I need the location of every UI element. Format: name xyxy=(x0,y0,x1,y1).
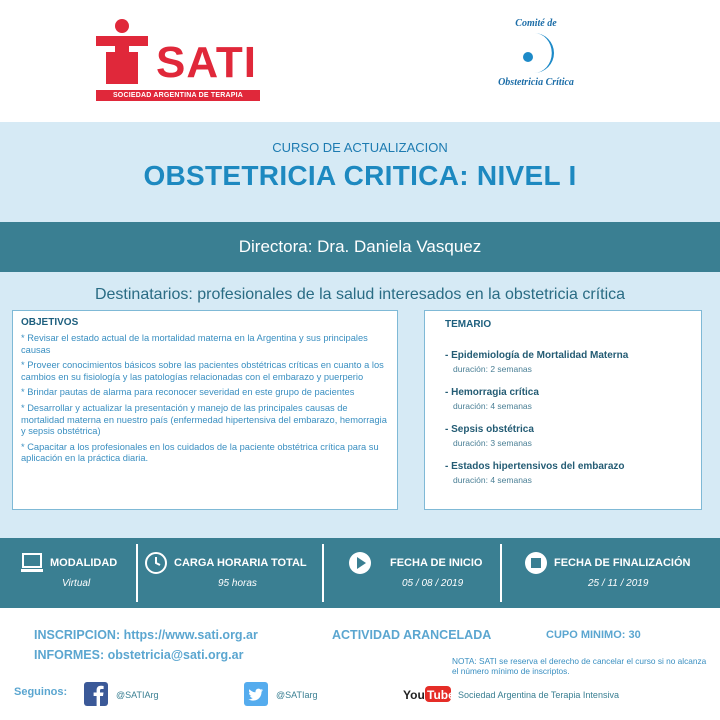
objetivo-item: * Revisar el estado actual de la mortalidad materna en la Argentina y sus principales causas xyxy=(21,333,368,355)
temario-item xyxy=(445,461,681,485)
info-divider xyxy=(322,544,324,602)
informes-link[interactable]: INFORMES: obstetricia@sati.org.ar xyxy=(34,648,244,662)
title-band xyxy=(0,122,720,222)
temario-item-name: - Estados hipertensivos del embarazo xyxy=(445,461,625,472)
inicio-value: 05 / 08 / 2019 xyxy=(402,578,464,589)
header xyxy=(0,0,720,122)
facebook-handle[interactable]: @SATIArg xyxy=(116,690,159,700)
temario-item-duration: duración: 3 semanas xyxy=(453,438,532,448)
director-band: Directora: Dra. Daniela Vasquez xyxy=(0,222,720,272)
objetivos-box xyxy=(12,310,398,510)
temario-item-name: - Epidemiología de Mortalidad Materna xyxy=(445,350,629,361)
youtube-icon[interactable] xyxy=(402,684,455,704)
modalidad-label: MODALIDAD xyxy=(50,557,118,569)
inicio-label: FECHA DE INICIO xyxy=(390,557,483,569)
actividad-text: ACTIVIDAD ARANCELADA xyxy=(332,628,492,642)
footer xyxy=(0,608,720,720)
temario-item-name: - Sepsis obstétrica xyxy=(445,424,534,435)
temario-item-duration: duración: 2 semanas xyxy=(453,364,532,374)
temario-title: TEMARIO xyxy=(445,319,492,330)
temario-item xyxy=(445,350,681,374)
objetivo-item: * Desarrollar y actualizar la presentación y manejo de las principales causas de mortalidad materna en nuestro país (enfermedad hipertensiva del embarazo, hemorragia y sepsis obstétrica) xyxy=(21,402,387,437)
laptop-icon xyxy=(20,551,44,575)
sati-logo-text: SATI xyxy=(156,38,257,87)
temario-item xyxy=(445,387,681,411)
seguinos-label: Seguinos: xyxy=(14,686,68,698)
comite-logo xyxy=(488,18,584,102)
temario-box xyxy=(424,310,702,510)
youtube-logo-text-tube: Tube xyxy=(427,688,455,702)
destinatarios-text: Destinatarios: profesionales de la salud interesados en la obstetricia crítica xyxy=(94,286,626,303)
main-content xyxy=(0,272,720,538)
facebook-icon[interactable] xyxy=(84,682,108,706)
cupo-text: CUPO MINIMO: 30 xyxy=(546,629,641,641)
stop-icon xyxy=(524,551,548,575)
modalidad-value: Virtual xyxy=(62,578,91,589)
comite-bottom-text: Obstetricia Crítica xyxy=(498,77,574,88)
objetivo-item: * Brindar pautas de alarma para reconocer severidad en este grupo de pacientes xyxy=(21,387,355,398)
sati-logo-subtitle: SOCIEDAD ARGENTINA DE TERAPIA INTENSIVA xyxy=(96,90,260,101)
youtube-logo-text-you: You xyxy=(403,688,425,702)
carga-label: CARGA HORARIA TOTAL xyxy=(174,557,307,569)
inscripcion-link[interactable]: INSCRIPCION: https://www.sati.org.ar xyxy=(34,628,258,642)
fin-label: FECHA DE FINALIZACIÓN xyxy=(554,557,691,569)
comite-top-text: Comité de xyxy=(515,18,557,29)
sati-logo xyxy=(96,18,260,110)
info-divider xyxy=(500,544,502,602)
sati-mark-icon xyxy=(96,18,148,84)
temario-item-name: - Hemorragia crítica xyxy=(445,387,539,398)
twitter-icon[interactable] xyxy=(244,682,268,706)
fin-value: 25 / 11 / 2019 xyxy=(588,578,649,589)
play-icon xyxy=(348,551,372,575)
twitter-handle[interactable]: @SATIarg xyxy=(276,690,318,700)
course-kicker: CURSO DE ACTUALIZACION xyxy=(272,140,448,155)
clock-icon xyxy=(144,551,168,575)
temario-item xyxy=(445,424,681,448)
objetivos-title: OBJETIVOS xyxy=(21,317,79,328)
youtube-channel[interactable]: Sociedad Argentina de Terapia Intensiva xyxy=(458,690,619,700)
info-band xyxy=(0,538,720,608)
info-divider xyxy=(136,544,138,602)
temario-item-duration: duración: 4 semanas xyxy=(453,401,532,411)
course-title: OBSTETRICIA CRITICA: NIVEL I xyxy=(143,160,577,191)
temario-item-duration: duración: 4 semanas xyxy=(453,475,532,485)
objetivo-item: * Proveer conocimientos básicos sobre las pacientes obstétricas críticas en cuanto a los cambios en su fisiología y las patologías relacionadas con el embarazo y puerperio xyxy=(21,360,384,382)
nota-text: NOTA: SATI se reserva el derecho de cancelar el curso si no alcanza el número mínimo de inscriptos. xyxy=(452,656,707,676)
objetivo-item: * Capacitar a los profesionales en los cuidados de la paciente obstétrica crítica para su aplicación en la práctica diaria. xyxy=(21,441,379,464)
crescent-moon-icon xyxy=(516,31,556,75)
carga-value: 95 horas xyxy=(218,578,257,589)
